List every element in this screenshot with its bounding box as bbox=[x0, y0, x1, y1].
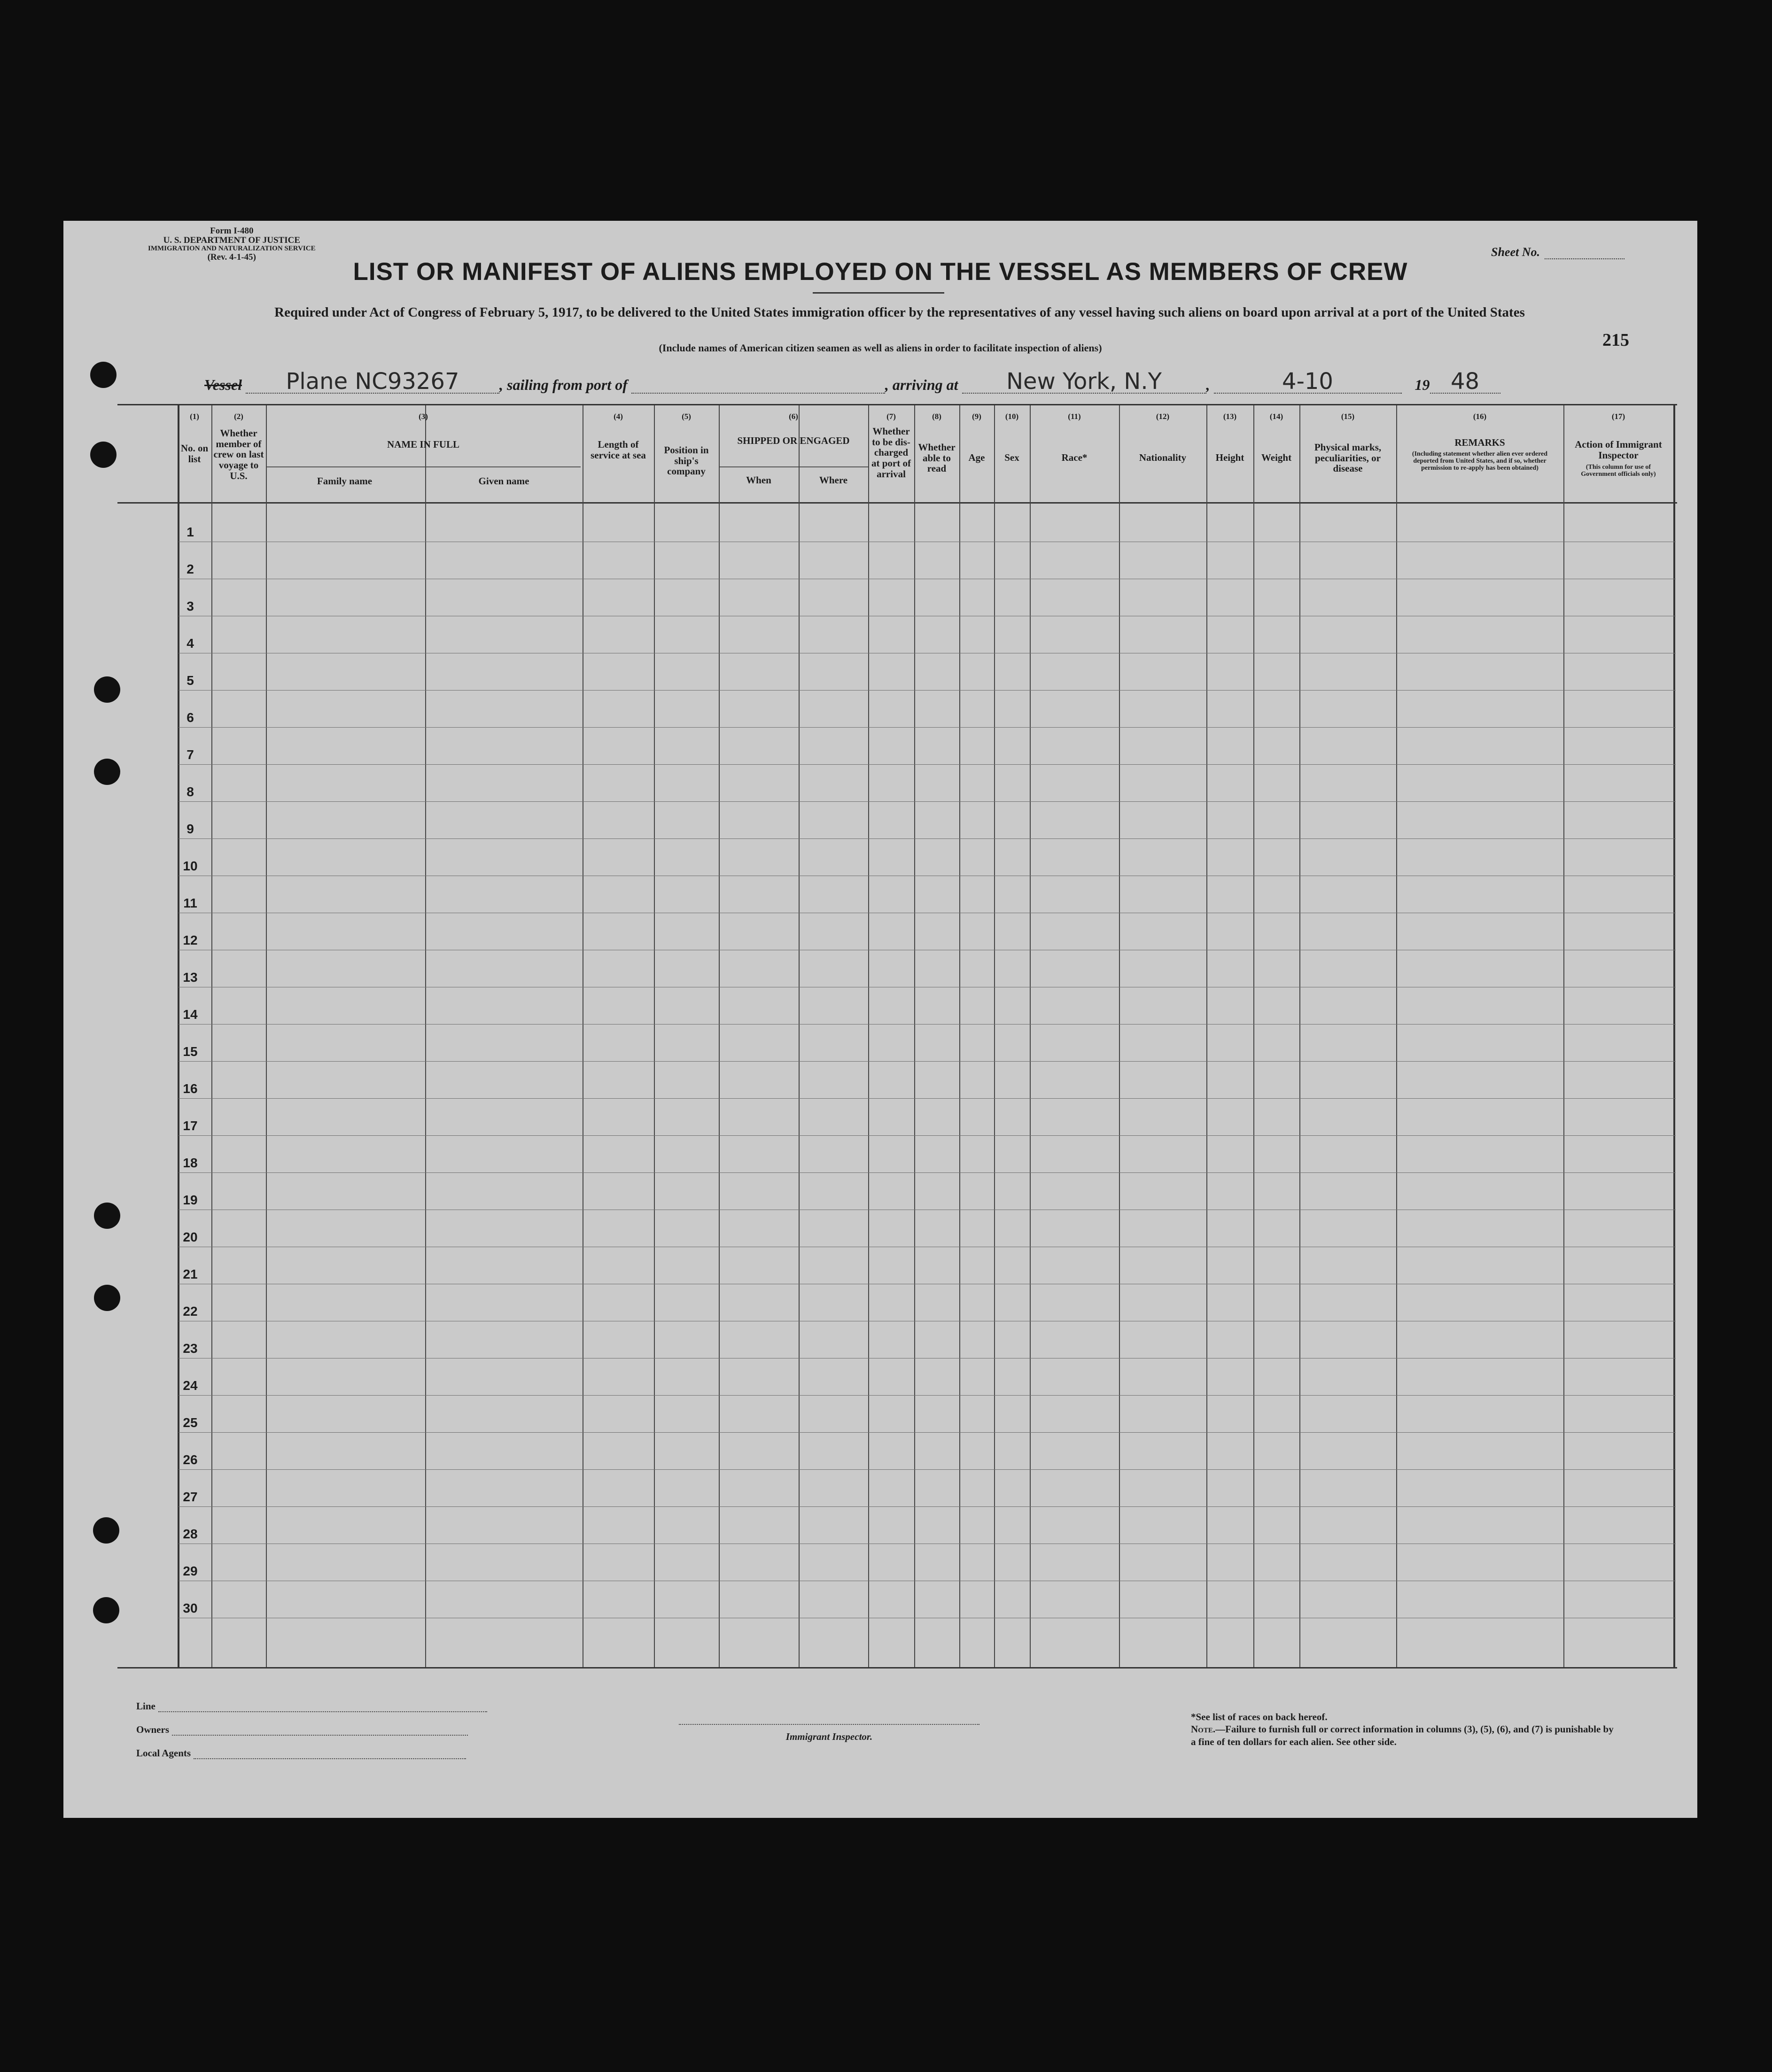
col-family-name-header: Family name bbox=[317, 475, 373, 487]
col-inspector-action-header: Action of Immigrant Inspector bbox=[1575, 439, 1662, 461]
footer-agents-input[interactable] bbox=[194, 1758, 466, 1759]
footer-notes bbox=[1191, 1711, 1614, 1748]
arrival-date-field[interactable]: 4-10 bbox=[1214, 370, 1402, 394]
row-line bbox=[179, 1098, 1676, 1099]
col-line bbox=[211, 405, 212, 1667]
inspector-signature-line[interactable] bbox=[679, 1724, 979, 1725]
arrival-year-field[interactable]: 48 bbox=[1430, 370, 1500, 394]
row-number: 15 bbox=[183, 1044, 198, 1059]
page-title: LIST OR MANIFEST OF ALIENS EMPLOYED ON THE VESSEL AS MEMBERS OF CREW bbox=[353, 258, 1408, 286]
shipped-subheader-rule bbox=[719, 466, 868, 467]
row-number: 11 bbox=[183, 896, 197, 910]
col-3-number: (3) bbox=[419, 412, 428, 421]
col-line bbox=[1673, 405, 1675, 1667]
row-number: 14 bbox=[183, 1007, 198, 1022]
col-2-number: (2) bbox=[234, 412, 243, 421]
col-16-number: (16) bbox=[1473, 412, 1487, 421]
col-line bbox=[1563, 405, 1564, 1667]
col-line bbox=[719, 405, 720, 1667]
header-divider bbox=[117, 502, 1677, 504]
punch-hole bbox=[90, 362, 117, 388]
punch-hole bbox=[93, 1517, 119, 1544]
punch-hole bbox=[94, 1285, 120, 1311]
stamp-number: 215 bbox=[1602, 330, 1629, 350]
row-number: 21 bbox=[183, 1267, 198, 1281]
form-number: Form I-480 bbox=[210, 226, 254, 236]
footer-owners-label: Owners bbox=[136, 1724, 169, 1735]
row-line bbox=[179, 690, 1676, 691]
col-given-name-header: Given name bbox=[478, 475, 529, 487]
name-subheader-rule bbox=[266, 466, 581, 467]
footer-line-input[interactable] bbox=[158, 1711, 487, 1712]
footer-line-label: Line bbox=[136, 1700, 155, 1712]
col-line bbox=[654, 405, 655, 1667]
col-discharged-header: Whether to be dis-charged at port of arrival bbox=[871, 426, 911, 480]
col-height-header: Height bbox=[1215, 452, 1244, 463]
row-line bbox=[179, 1395, 1676, 1396]
col-line bbox=[1253, 405, 1254, 1667]
row-number: 10 bbox=[183, 859, 198, 873]
vessel-label: Vessel bbox=[204, 376, 242, 393]
row-line bbox=[179, 1506, 1676, 1507]
col-inspector-action-detail: (This column for use of Government officials only) bbox=[1581, 464, 1656, 478]
note-label: Note. bbox=[1191, 1723, 1216, 1735]
row-number: 16 bbox=[183, 1081, 198, 1096]
row-number: 26 bbox=[183, 1452, 198, 1467]
row-line bbox=[179, 764, 1676, 765]
row-line bbox=[179, 1469, 1676, 1470]
row-number: 1 bbox=[187, 525, 194, 539]
service-name: IMMIGRATION AND NATURALIZATION SERVICE bbox=[148, 244, 316, 252]
col-line bbox=[425, 405, 426, 1667]
arriving-port-field[interactable]: New York, N.Y bbox=[962, 370, 1206, 394]
row-number: 29 bbox=[183, 1564, 198, 1578]
col-10-number: (10) bbox=[1005, 412, 1019, 421]
col-no-header: No. on list bbox=[180, 442, 209, 465]
col-7-number: (7) bbox=[886, 412, 896, 421]
row-line bbox=[179, 1061, 1676, 1062]
row-line bbox=[179, 1135, 1676, 1136]
row-number: 30 bbox=[183, 1601, 198, 1615]
row-number: 24 bbox=[183, 1378, 198, 1393]
row-number: 27 bbox=[183, 1490, 198, 1504]
col-nationality-header: Nationality bbox=[1139, 452, 1187, 463]
row-line bbox=[179, 1172, 1676, 1173]
year-prefix: 19 bbox=[1414, 376, 1430, 393]
col-remarks-header: REMARKS bbox=[1454, 437, 1505, 448]
row-number: 23 bbox=[183, 1341, 198, 1356]
punch-hole bbox=[94, 676, 120, 703]
footer-agents-field bbox=[136, 1747, 466, 1759]
col-when-header: When bbox=[746, 474, 771, 486]
row-number: 3 bbox=[187, 599, 194, 613]
col-line bbox=[868, 405, 869, 1667]
page-subtitle: Required under Act of Congress of February 5, 1917, to be delivered to the United States immigration officer by the representatives of any vessel having such aliens on board upon arrival at a port of the United States bbox=[274, 305, 1525, 320]
col-1-number: (1) bbox=[190, 412, 199, 421]
row-line bbox=[179, 838, 1676, 839]
col-13-number: (13) bbox=[1223, 412, 1237, 421]
footer-agents-label: Local Agents bbox=[136, 1747, 191, 1759]
row-number: 18 bbox=[183, 1156, 198, 1170]
row-number: 19 bbox=[183, 1193, 198, 1207]
punch-hole bbox=[90, 442, 117, 468]
arriving-label: , arriving at bbox=[885, 376, 958, 393]
title-rule bbox=[813, 292, 944, 294]
punch-hole bbox=[94, 759, 120, 785]
row-number: 2 bbox=[187, 562, 194, 576]
row-number: 4 bbox=[187, 636, 194, 651]
col-9-number: (9) bbox=[972, 412, 981, 421]
row-number: 9 bbox=[187, 822, 194, 836]
row-number: 22 bbox=[183, 1304, 198, 1319]
col-15-number: (15) bbox=[1341, 412, 1355, 421]
sailing-port-field[interactable] bbox=[631, 393, 885, 394]
crew-table bbox=[117, 404, 1677, 1668]
footer-line-field bbox=[136, 1700, 487, 1712]
col-14-number: (14) bbox=[1269, 412, 1283, 421]
col-shipped-header: SHIPPED OR ENGAGED bbox=[737, 435, 850, 446]
row-number: 17 bbox=[183, 1118, 198, 1133]
footer-owners-field bbox=[136, 1724, 468, 1736]
col-line bbox=[959, 405, 960, 1667]
row-number: 13 bbox=[183, 970, 198, 985]
race-note: *See list of races on back hereof. bbox=[1191, 1711, 1328, 1723]
col-race-header: Race* bbox=[1061, 452, 1088, 463]
col-sex-header: Sex bbox=[1004, 452, 1019, 463]
revision-date: (Rev. 4-1-45) bbox=[207, 252, 256, 262]
col-4-number: (4) bbox=[614, 412, 623, 421]
col-12-number: (12) bbox=[1156, 412, 1170, 421]
row-number: 8 bbox=[187, 784, 194, 799]
col-11-number: (11) bbox=[1068, 412, 1081, 421]
row-number: 6 bbox=[187, 710, 194, 725]
col-8-number: (8) bbox=[932, 412, 941, 421]
col-17-number: (17) bbox=[1611, 412, 1625, 421]
col-where-header: Where bbox=[819, 474, 848, 486]
col-able-to-read-header: Whether able to read bbox=[918, 442, 956, 474]
row-line bbox=[179, 1432, 1676, 1433]
inspector-label: Immigrant Inspector. bbox=[785, 1731, 873, 1742]
vessel-field[interactable]: Plane NC93267 bbox=[246, 370, 499, 394]
col-line bbox=[178, 405, 179, 1667]
row-number: 28 bbox=[183, 1527, 198, 1541]
vessel-line: Vessel Plane NC93267 , sailing from port of , arriving at New York, N.Y , 4-10 19 48 bbox=[204, 370, 1500, 394]
col-length-service-header: Length of service at sea bbox=[591, 439, 646, 461]
footer-owners-input[interactable] bbox=[172, 1735, 468, 1736]
col-line bbox=[1030, 405, 1031, 1667]
col-line bbox=[1206, 405, 1207, 1667]
row-line bbox=[179, 801, 1676, 802]
sailing-label: , sailing from port of bbox=[499, 376, 628, 393]
row-number: 25 bbox=[183, 1415, 198, 1430]
form-identifier bbox=[148, 226, 316, 262]
col-weight-header: Weight bbox=[1261, 452, 1292, 463]
col-line bbox=[1396, 405, 1397, 1667]
manifest-sheet bbox=[63, 221, 1697, 1818]
col-line bbox=[1119, 405, 1120, 1667]
col-remarks-detail: (Including statement whether alien ever ordered deported from United States, and if so, whether permission to re-apply has been obtained) bbox=[1412, 450, 1548, 472]
col-line bbox=[799, 405, 800, 1667]
row-number: 20 bbox=[183, 1230, 198, 1244]
col-crew-last-voyage-header: Whether member of crew on last voyage to U.S. bbox=[213, 427, 264, 481]
col-name-header: NAME IN FULL bbox=[387, 439, 459, 450]
col-5-number: (5) bbox=[682, 412, 691, 421]
fine-note bbox=[1191, 1723, 1614, 1748]
punch-hole bbox=[93, 1597, 119, 1623]
note-text: —Failure to furnish full or correct information in columns (3), (5), (6), and (7) is punishable by a fine of ten dollars for each alien. See other side. bbox=[1191, 1723, 1614, 1747]
col-line bbox=[266, 405, 267, 1667]
col-line bbox=[994, 405, 995, 1667]
row-line bbox=[179, 727, 1676, 728]
col-6-number: (6) bbox=[789, 412, 798, 421]
row-number: 12 bbox=[183, 933, 198, 947]
col-line bbox=[1299, 405, 1300, 1667]
row-number: 5 bbox=[187, 673, 194, 688]
row-number: 7 bbox=[187, 747, 194, 762]
col-age-header: Age bbox=[968, 452, 985, 463]
col-position-header: Position in ship's company bbox=[664, 444, 709, 477]
col-line bbox=[914, 405, 915, 1667]
instruction-note: (Include names of American citizen seamen as well as aliens in order to facilitate inspection of aliens) bbox=[659, 342, 1102, 354]
department-name: U. S. DEPARTMENT OF JUSTICE bbox=[163, 235, 301, 245]
sheet-number-label: Sheet No. bbox=[1491, 245, 1540, 259]
col-physical-marks-header: Physical marks, peculiarities, or disease bbox=[1314, 442, 1382, 474]
punch-hole bbox=[94, 1203, 120, 1229]
